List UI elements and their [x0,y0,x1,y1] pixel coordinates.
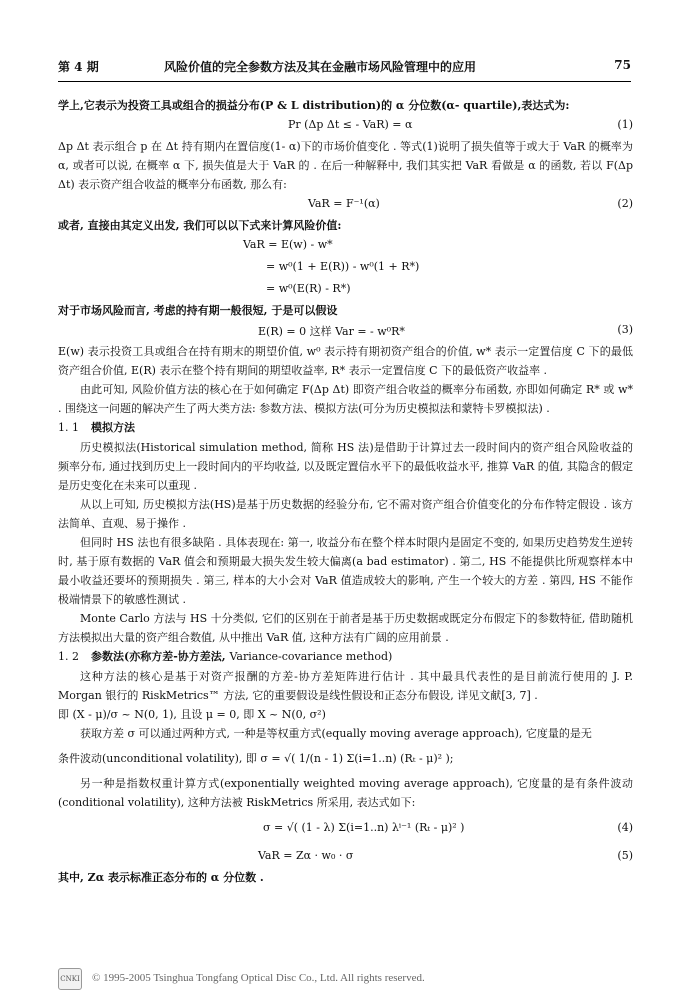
paragraph: 其中, Zα 表示标准正态分布的 α 分位数 . [58,871,264,884]
equation-expr: σ = √( (1 - λ) Σ(i=1..n) λⁱ⁻¹ (Rₜ - μ)² ) [263,821,465,834]
paragraph: 获取方差 σ 可以通过两种方式, 一种是等权重方式(equally moving average approach), 它度量的是无 [80,727,592,740]
paragraph: 历史模拟法(Historical simulation method, 简称 HS 法)是借助于计算过去一段时间内的资产组合风险收益的频率分布, 通过找到历史上一段时间内的平均收益, 以及既定置信水平下的最低收益水平, 推算 VaR 的值, 其隐含的假定是历史变化在未来可以重现 . [58,441,633,492]
section-title-english: Variance-covariance method) [229,650,393,663]
paragraph: 对于市场风险而言, 考虑的持有期一般很短, 于是可以假设 [58,304,338,317]
equation-expr: VaR = F⁻¹(α) [308,197,380,210]
equation-number: (1) [617,118,633,131]
equation-3c [58,279,633,301]
section-heading [58,647,633,667]
equation-number: (4) [617,821,633,834]
equation-5 [58,812,633,846]
paragraph: 即 (X - μ)/σ ~ N(0, 1), 且设 μ = 0, 即 X ~ N(0, σ²) [58,708,326,721]
section-title: 模拟方法 [91,421,135,434]
paragraph: 由此可知, 风险价值方法的核心在于如何确定 F(Δp Δt) 即资产组合收益的概率分布函数, 亦即如何确定 R* 或 w* . 围绕这一问题的解决产生了两大类方法: 参数方法、模拟方法(可分为历史模拟法和蒙特卡罗模拟法) . [58,383,633,415]
equation-number: (2) [617,197,633,210]
page-header [58,0,631,96]
equation-4 [58,320,633,342]
equation-3a [58,235,633,257]
paragraph: 从以上可知, 历史模拟方法(HS)是基于历史数据的经验分布, 它不需对资产组合价值变化的分布作特定假设 . 该方法简单、直观、易于操作 . [58,498,633,530]
paragraph: E(w) 表示投资工具或组合在持有期末的期望价值, w⁰ 表示持有期初资产组合的价值, w* 表示一定置信度 C 下的最低资产组合价值, E(R) 表示在整个持有期间的期望收益率, R* 表示一定置信度 C 下的最低资产收益率 . [58,345,633,377]
equation-expr: VaR = Zα · w₀ · σ [258,849,354,862]
article-body [58,96,633,887]
equation-1 [58,115,633,137]
equation-6 [58,846,633,868]
paragraph: 这种方法的核心是基于对资产报酬的方差-协方差矩阵进行估计 . 其中最具代表性的是目前流行使用的 J. P. Morgan 银行的 RiskMetrics™ 方法, 它的重要假设是线性假设和正态分布假设, 详见文献[3, 7] . [58,670,633,702]
paragraph: 或者, 直接由其定义出发, 我们可以以下式来计算风险价值: [58,219,342,232]
equation-number: (5) [617,849,633,862]
copyright-notice: © 1995-2005 Tsinghua Tongfang Optical Disc Co., Ltd. All rights reserved. [92,972,425,984]
paragraph: 另一种是指数权重计算方式(exponentially weighted moving average approach), 它度量的是有条件波动(conditional volatility), 这种方法被 RiskMetrics 所采用, 表达式如下: [58,777,633,809]
page-number: 75 [614,58,631,72]
equation-expr: VaR = E(w) - w* [243,238,333,251]
paragraph: 学上,它表示为投资工具或组合的损益分布(P & L distribution)的 α 分位数(α- quartile),表达式为: [58,99,570,112]
section-number: 1. 2 [58,650,79,663]
paragraph: 条件波动(unconditional volatility), 即 σ = √( 1/(n - 1) Σ(i=1..n) (Rₜ - μ)² ); [58,752,454,765]
running-title: 风险价值的完全参数方法及其在金融市场风险管理中的应用 [164,60,477,74]
header-rule [58,81,631,82]
equation-expr: = w⁰(E(R) - R*) [266,282,351,295]
equation-expr: = w⁰(1 + E(R)) - w⁰(1 + R*) [266,260,420,273]
section-number: 1. 1 [58,421,79,434]
paragraph: Monte Carlo 方法与 HS 十分类似, 它们的区别在于前者是基于历史数据或既定分布假定下的参数特征, 借助随机方法模拟出大量的资产组合数值, 从中推出 VaR 值, 这种方法有广阔的应用前景 . [58,612,633,644]
section-title: 参数法(亦称方差-协方差法, [91,650,226,663]
equation-3b [58,257,633,279]
equation-number: (3) [617,323,633,336]
equation-2 [58,194,633,216]
paragraph: Δp Δt 表示组合 p 在 Δt 持有期内在置信度(1- α)下的市场价值变化 . 等式(1)说明了损失值等于或大于 VaR 的概率为 α, 或者可以说, 在概率 α 下, 损失值是大于 VaR 的 . 在后一种解释中, 我们其实把 VaR 看做是 α 的函数, 若以 F(Δp Δt) 表示资产组合收益的概率分布函数, 那么有: [58,140,633,191]
page-footer [58,968,633,992]
equation-expr: Pr (Δp Δt ≤ - VaR) = α [288,118,413,131]
paragraph: 但同时 HS 法也有很多缺陷 . 具体表现在: 第一, 收益分布在整个样本时限内是固定不变的, 如果历史趋势发生逆转时, 基于原有数据的 VaR 值会和预期最大损失发生较大偏离(a bad estimator) . 第二, HS 不能提供比所观察样本中最小收益还要坏的预期损失 . 第三, 样本的大小会对 VaR 值造成较大的影响, 产生一个较大的方差 . 第四, HS 不能作极端情景下的敏感性测试 . [58,536,633,606]
section-heading [58,418,633,438]
publisher-logo: CNKI [58,968,82,990]
issue-number: 第 4 期 [58,60,99,74]
equation-expr: E(R) = 0 这样 Var = - w⁰R* [258,325,405,338]
